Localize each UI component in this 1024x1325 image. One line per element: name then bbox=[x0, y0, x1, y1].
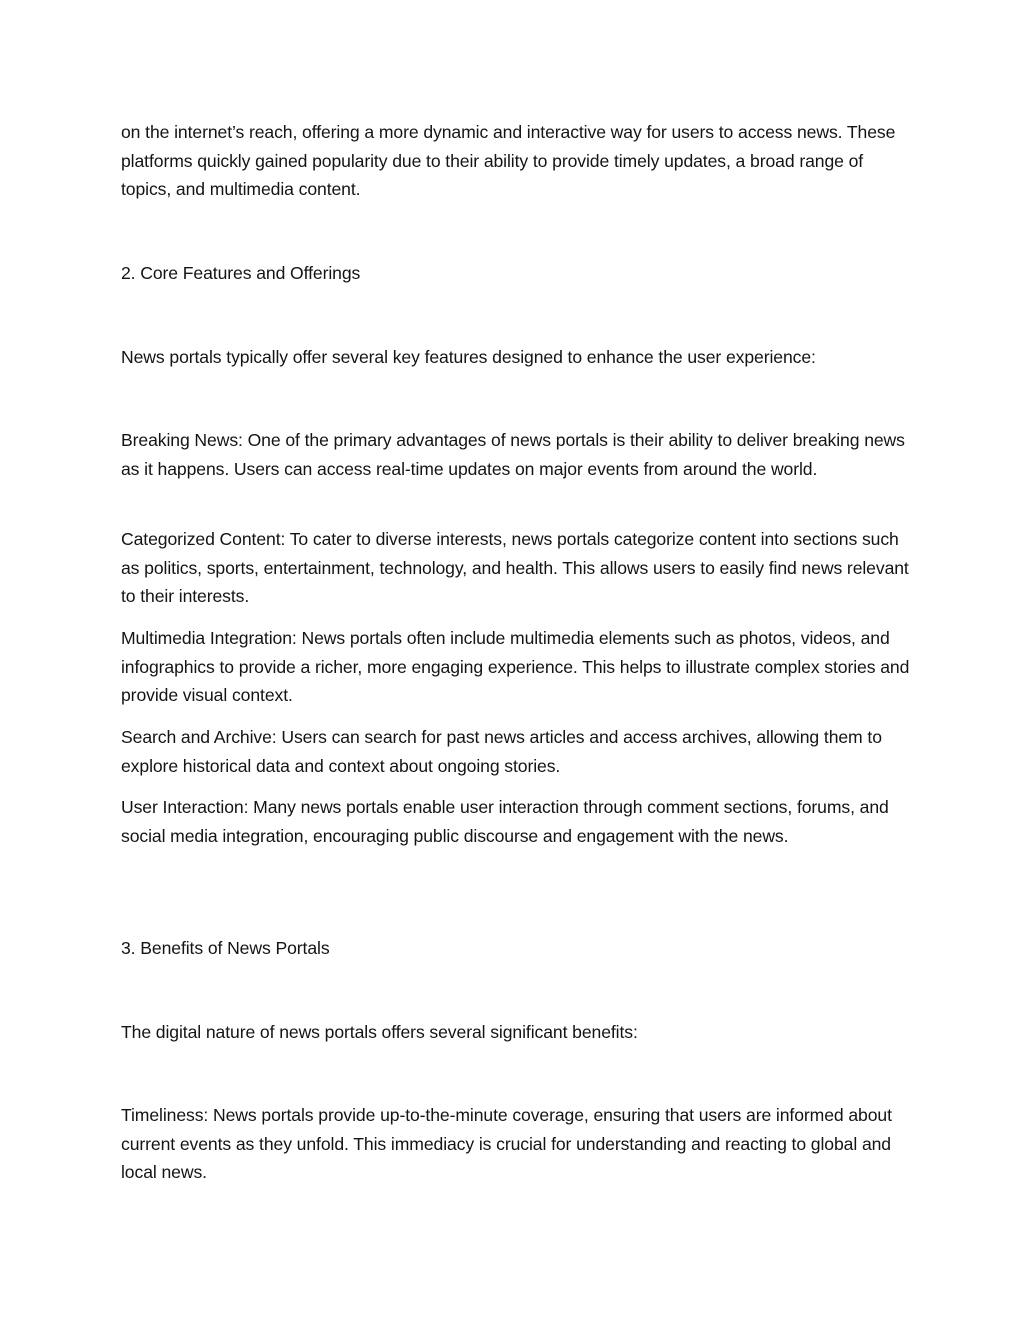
section-intro-core-features: News portals typically offer several key features designed to enhance the user experience: bbox=[121, 347, 816, 367]
section-heading-benefits: 3. Benefits of News Portals bbox=[121, 938, 330, 958]
paragraph-timeliness: Timeliness: News portals provide up-to-the-minute coverage, ensuring that users are informed about current events as they unfold. This immediacy is crucial for understanding and reacting to global and local news. bbox=[121, 1105, 892, 1183]
paragraph-categorized-content: Categorized Content: To cater to diverse interests, news portals categorize content into sections such as politics, sports, entertainment, technology, and health. This allows users to easily find news relevant to their interests. bbox=[121, 529, 909, 607]
paragraph-user-interaction: User Interaction: Many news portals enable user interaction through comment sections, forums, and social media integration, encouraging public discourse and engagement with the news. bbox=[121, 797, 889, 846]
paragraph-multimedia-integration: Multimedia Integration: News portals often include multimedia elements such as photos, videos, and infographics to provide a richer, more engaging experience. This helps to illustrate complex stories and provide visual context. bbox=[121, 628, 910, 706]
paragraph-breaking-news: Breaking News: One of the primary advantages of news portals is their ability to deliver breaking news as it happens. Users can access real-time updates on major events from around the world. bbox=[121, 430, 905, 479]
paragraph-search-and-archive: Search and Archive: Users can search for past news articles and access archives, allowing them to explore historical data and context about ongoing stories. bbox=[121, 727, 882, 776]
section-intro-benefits: The digital nature of news portals offers several significant benefits: bbox=[121, 1022, 638, 1042]
intro-continuation-paragraph: on the internet’s reach, offering a more dynamic and interactive way for users to access news. These platforms quickly gained popularity due to their ability to provide timely updates, a broad range of topics, and multimedia content. bbox=[121, 122, 896, 200]
section-heading-core-features: 2. Core Features and Offerings bbox=[121, 263, 361, 283]
